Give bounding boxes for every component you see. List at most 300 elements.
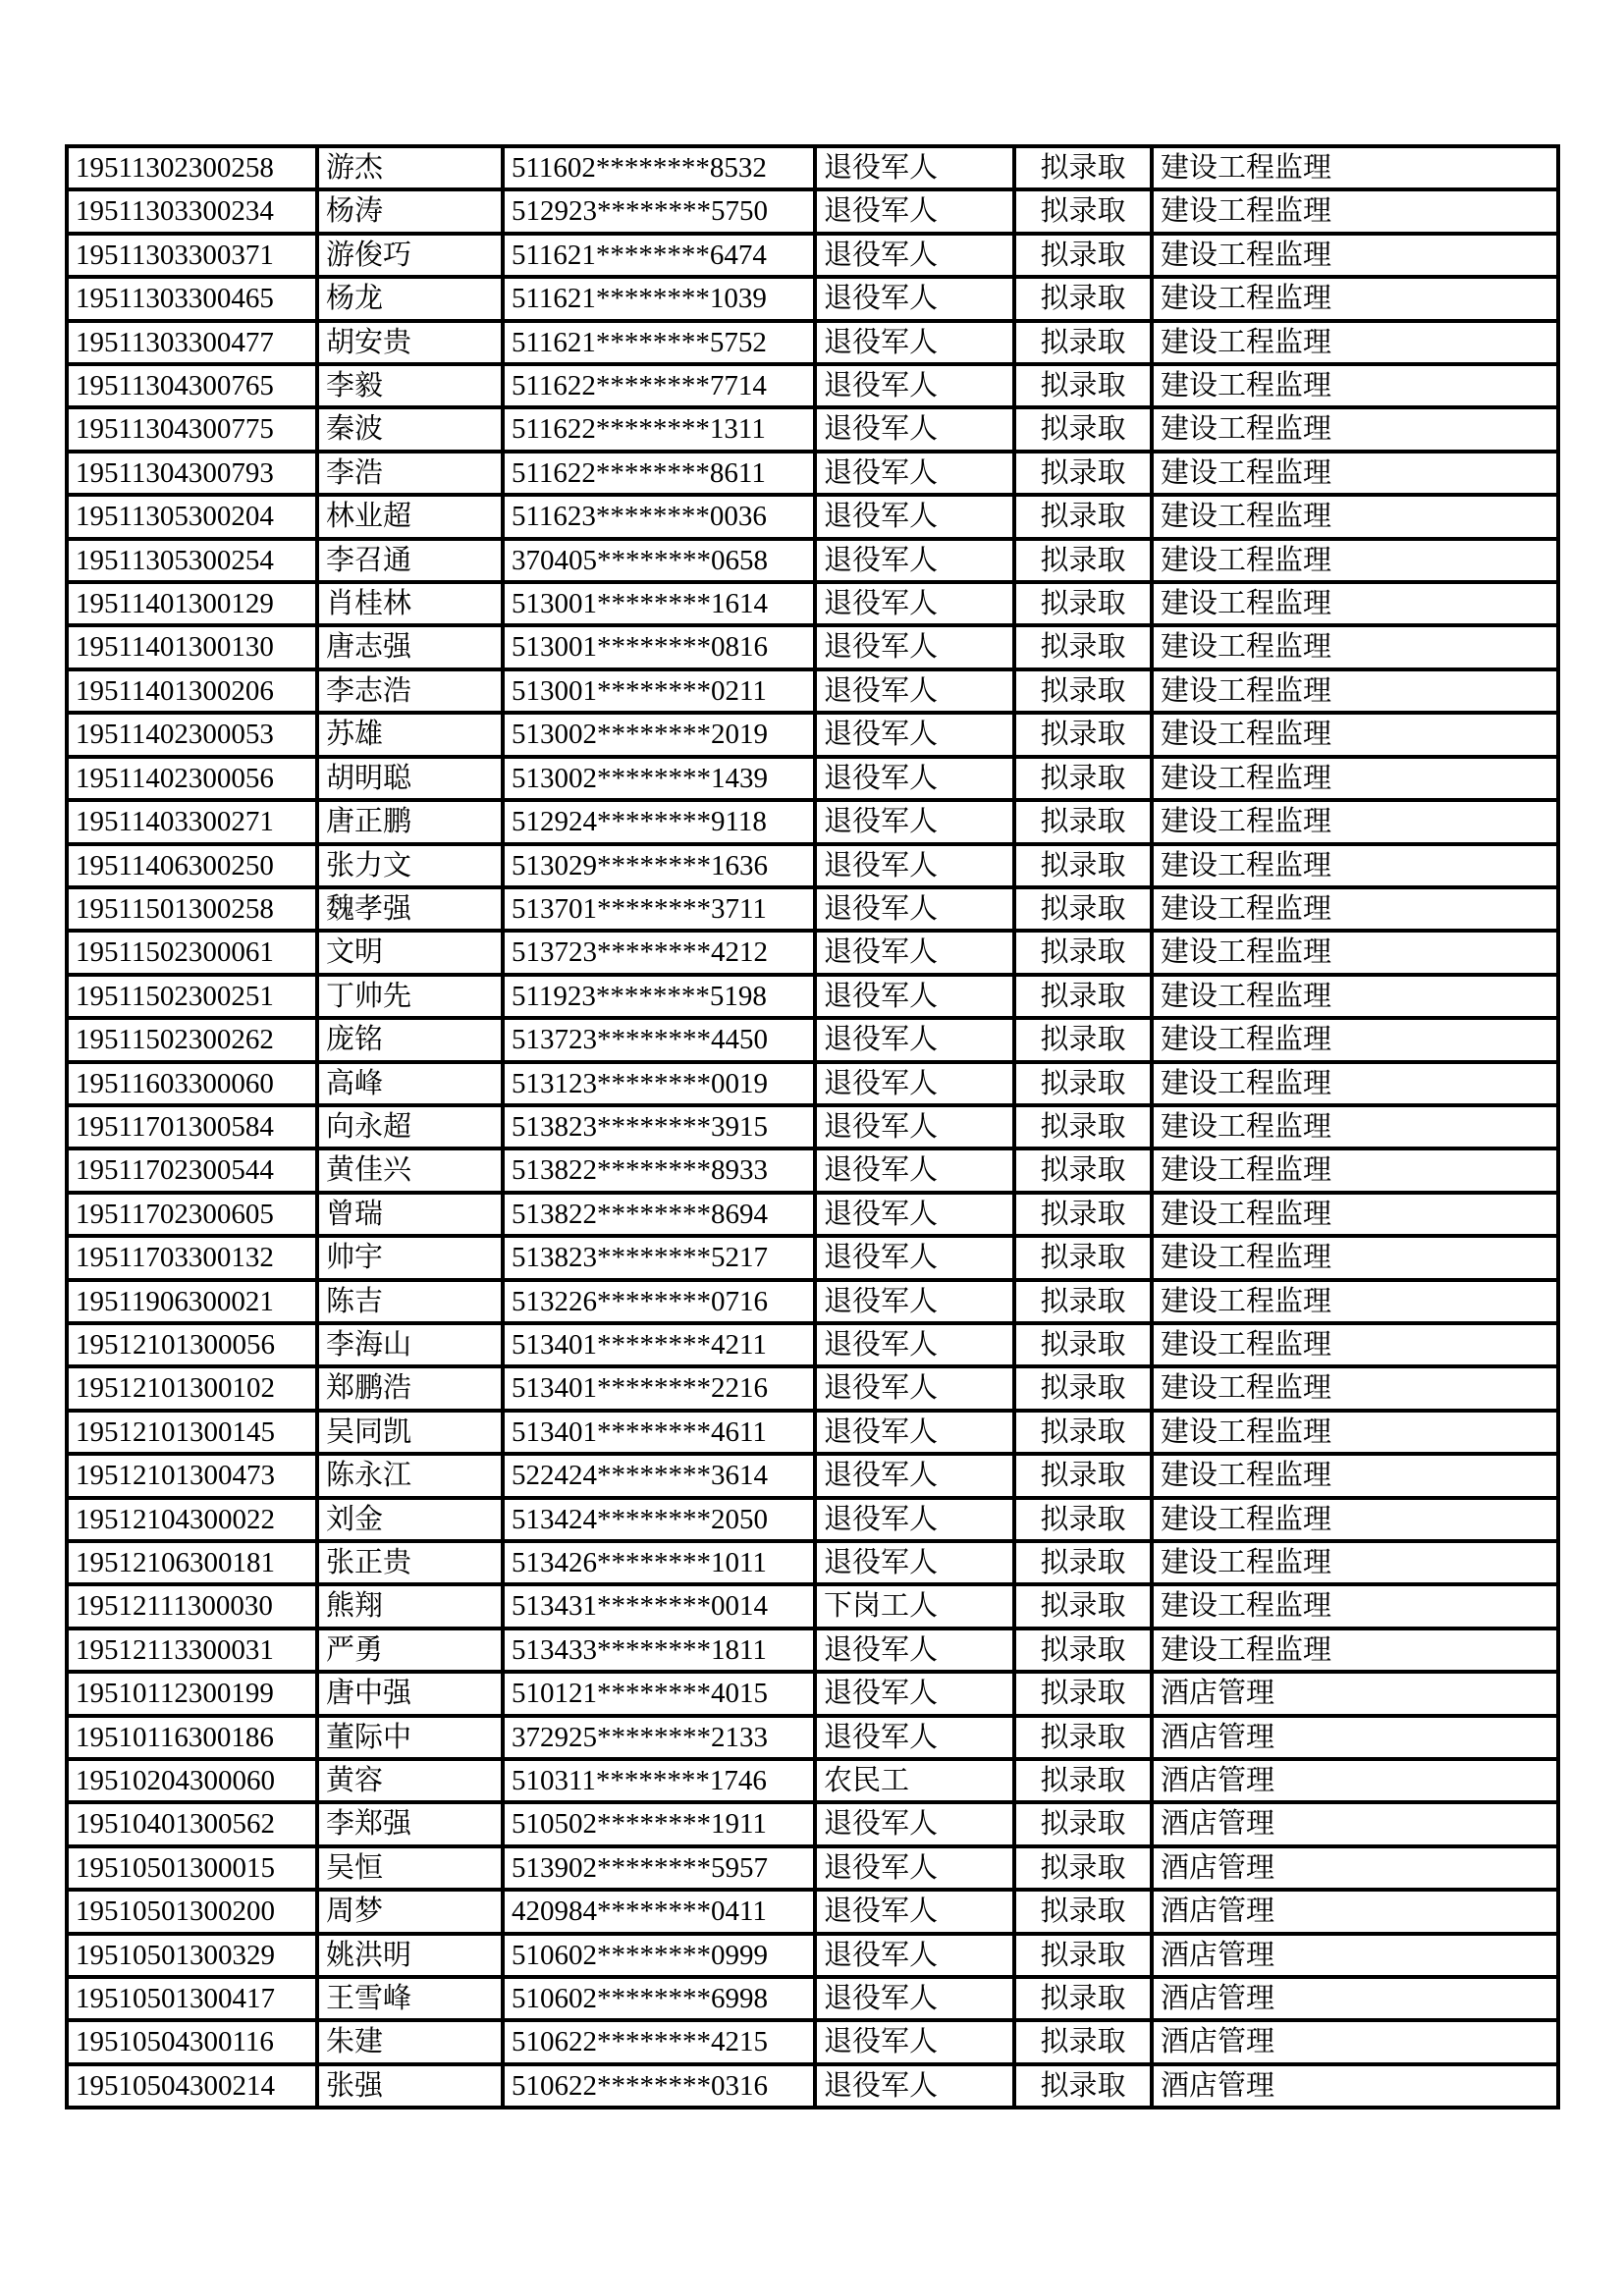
cell-exam-id: 19511906300021 xyxy=(67,1280,317,1323)
cell-major: 建设工程监理 xyxy=(1152,1629,1558,1672)
table-row xyxy=(67,407,1558,451)
cell-category: 退役军人 xyxy=(815,2064,1014,2108)
cell-id-number-masked: 513001********0211 xyxy=(503,669,815,713)
cell-exam-id: 19510204300060 xyxy=(67,1759,317,1802)
cell-category: 退役军人 xyxy=(815,1977,1014,2020)
cell-id-number-masked: 513723********4212 xyxy=(503,931,815,974)
table-row xyxy=(67,887,1558,931)
cell-category: 退役军人 xyxy=(815,321,1014,364)
cell-category: 退役军人 xyxy=(815,1934,1014,1977)
cell-major: 建设工程监理 xyxy=(1152,975,1558,1018)
cell-name: 陈吉 xyxy=(317,1280,503,1323)
cell-status: 拟录取 xyxy=(1014,625,1152,668)
cell-status: 拟录取 xyxy=(1014,452,1152,495)
cell-status: 拟录取 xyxy=(1014,1411,1152,1454)
table-row xyxy=(67,234,1558,277)
cell-id-number-masked: 513401********4211 xyxy=(503,1323,815,1366)
cell-major: 酒店管理 xyxy=(1152,1759,1558,1802)
cell-exam-id: 19510501300200 xyxy=(67,1890,317,1933)
cell-major: 建设工程监理 xyxy=(1152,669,1558,713)
cell-category: 退役军人 xyxy=(815,1672,1014,1715)
table-row xyxy=(67,669,1558,713)
table-row xyxy=(67,1366,1558,1410)
cell-major: 建设工程监理 xyxy=(1152,931,1558,974)
cell-name: 高峰 xyxy=(317,1062,503,1105)
cell-id-number-masked: 512923********5750 xyxy=(503,189,815,233)
cell-category: 退役军人 xyxy=(815,1802,1014,1845)
cell-category: 退役军人 xyxy=(815,407,1014,451)
cell-status: 拟录取 xyxy=(1014,1759,1152,1802)
cell-name: 李召通 xyxy=(317,539,503,582)
cell-status: 拟录取 xyxy=(1014,1105,1152,1148)
cell-id-number-masked: 522424********3614 xyxy=(503,1454,815,1497)
table-row xyxy=(67,625,1558,668)
cell-status: 拟录取 xyxy=(1014,1018,1152,1061)
cell-id-number-masked: 513029********1636 xyxy=(503,844,815,887)
cell-status: 拟录取 xyxy=(1014,1366,1152,1410)
cell-major: 建设工程监理 xyxy=(1152,1454,1558,1497)
cell-exam-id: 19510501300417 xyxy=(67,1977,317,2020)
cell-category: 退役军人 xyxy=(815,625,1014,668)
cell-major: 建设工程监理 xyxy=(1152,146,1558,189)
cell-id-number-masked: 513401********4611 xyxy=(503,1411,815,1454)
table-row xyxy=(67,1629,1558,1672)
cell-id-number-masked: 513002********1439 xyxy=(503,757,815,800)
cell-status: 拟录取 xyxy=(1014,669,1152,713)
cell-major: 建设工程监理 xyxy=(1152,582,1558,625)
cell-exam-id: 19511303300465 xyxy=(67,277,317,320)
cell-category: 退役军人 xyxy=(815,1541,1014,1584)
cell-category: 退役军人 xyxy=(815,757,1014,800)
cell-exam-id: 19511401300206 xyxy=(67,669,317,713)
cell-category: 退役军人 xyxy=(815,1062,1014,1105)
cell-status: 拟录取 xyxy=(1014,582,1152,625)
cell-exam-id: 19511304300793 xyxy=(67,452,317,495)
table-row xyxy=(67,1672,1558,1715)
cell-name: 胡明聪 xyxy=(317,757,503,800)
cell-id-number-masked: 513431********0014 xyxy=(503,1584,815,1628)
cell-id-number-masked: 511621********5752 xyxy=(503,321,815,364)
cell-category: 下岗工人 xyxy=(815,1584,1014,1628)
cell-name: 熊翔 xyxy=(317,1584,503,1628)
cell-exam-id: 19511403300271 xyxy=(67,800,317,843)
table-row xyxy=(67,539,1558,582)
cell-name: 刘金 xyxy=(317,1498,503,1541)
cell-category: 退役军人 xyxy=(815,713,1014,756)
table-row xyxy=(67,1148,1558,1192)
cell-name: 庞铭 xyxy=(317,1018,503,1061)
cell-category: 退役军人 xyxy=(815,669,1014,713)
cell-exam-id: 19511402300056 xyxy=(67,757,317,800)
cell-status: 拟录取 xyxy=(1014,321,1152,364)
cell-major: 建设工程监理 xyxy=(1152,1541,1558,1584)
cell-name: 曾瑞 xyxy=(317,1193,503,1236)
cell-exam-id: 19510504300214 xyxy=(67,2064,317,2108)
cell-category: 退役军人 xyxy=(815,1498,1014,1541)
cell-name: 黄容 xyxy=(317,1759,503,1802)
cell-id-number-masked: 510602********6998 xyxy=(503,1977,815,2020)
cell-major: 酒店管理 xyxy=(1152,2020,1558,2063)
cell-category: 退役军人 xyxy=(815,234,1014,277)
cell-major: 酒店管理 xyxy=(1152,1846,1558,1890)
cell-name: 林业超 xyxy=(317,495,503,538)
cell-id-number-masked: 511622********7714 xyxy=(503,364,815,407)
cell-id-number-masked: 513822********8933 xyxy=(503,1148,815,1192)
table-row xyxy=(67,1454,1558,1497)
cell-exam-id: 19511502300251 xyxy=(67,975,317,1018)
cell-name: 秦波 xyxy=(317,407,503,451)
cell-id-number-masked: 513001********1614 xyxy=(503,582,815,625)
table-row xyxy=(67,452,1558,495)
cell-category: 退役军人 xyxy=(815,539,1014,582)
cell-name: 张强 xyxy=(317,2064,503,2108)
cell-category: 退役军人 xyxy=(815,2020,1014,2063)
table-row xyxy=(67,495,1558,538)
cell-category: 退役军人 xyxy=(815,1454,1014,1497)
cell-status: 拟录取 xyxy=(1014,1454,1152,1497)
cell-id-number-masked: 513001********0816 xyxy=(503,625,815,668)
cell-category: 退役军人 xyxy=(815,1716,1014,1759)
cell-id-number-masked: 510121********4015 xyxy=(503,1672,815,1715)
cell-id-number-masked: 513426********1011 xyxy=(503,1541,815,1584)
cell-major: 建设工程监理 xyxy=(1152,757,1558,800)
cell-exam-id: 19511501300258 xyxy=(67,887,317,931)
cell-id-number-masked: 370405********0658 xyxy=(503,539,815,582)
cell-name: 张正贵 xyxy=(317,1541,503,1584)
cell-category: 退役军人 xyxy=(815,1236,1014,1279)
cell-id-number-masked: 510311********1746 xyxy=(503,1759,815,1802)
cell-name: 苏雄 xyxy=(317,713,503,756)
cell-status: 拟录取 xyxy=(1014,495,1152,538)
cell-status: 拟录取 xyxy=(1014,1148,1152,1192)
cell-major: 建设工程监理 xyxy=(1152,1366,1558,1410)
table-row xyxy=(67,1716,1558,1759)
cell-id-number-masked: 510602********0999 xyxy=(503,1934,815,1977)
cell-major: 酒店管理 xyxy=(1152,1934,1558,1977)
table-row xyxy=(67,1236,1558,1279)
cell-status: 拟录取 xyxy=(1014,2064,1152,2108)
table-row xyxy=(67,1280,1558,1323)
cell-name: 帅宇 xyxy=(317,1236,503,1279)
table-row xyxy=(67,277,1558,320)
cell-category: 退役军人 xyxy=(815,146,1014,189)
cell-major: 建设工程监理 xyxy=(1152,364,1558,407)
cell-name: 魏孝强 xyxy=(317,887,503,931)
cell-exam-id: 19510116300186 xyxy=(67,1716,317,1759)
cell-major: 建设工程监理 xyxy=(1152,1236,1558,1279)
cell-exam-id: 19511402300053 xyxy=(67,713,317,756)
table-row xyxy=(67,1105,1558,1148)
table-row xyxy=(67,844,1558,887)
table-row xyxy=(67,757,1558,800)
table-row xyxy=(67,1193,1558,1236)
cell-major: 建设工程监理 xyxy=(1152,189,1558,233)
cell-major: 酒店管理 xyxy=(1152,2064,1558,2108)
table-row xyxy=(67,1323,1558,1366)
cell-name: 丁帅先 xyxy=(317,975,503,1018)
cell-id-number-masked: 513226********0716 xyxy=(503,1280,815,1323)
cell-exam-id: 19512106300181 xyxy=(67,1541,317,1584)
cell-category: 退役军人 xyxy=(815,452,1014,495)
cell-status: 拟录取 xyxy=(1014,1280,1152,1323)
cell-id-number-masked: 513902********5957 xyxy=(503,1846,815,1890)
table-row xyxy=(67,1934,1558,1977)
cell-category: 退役军人 xyxy=(815,1411,1014,1454)
admission-table-body xyxy=(67,146,1558,2108)
cell-status: 拟录取 xyxy=(1014,1846,1152,1890)
cell-status: 拟录取 xyxy=(1014,364,1152,407)
cell-name: 朱建 xyxy=(317,2020,503,2063)
cell-major: 酒店管理 xyxy=(1152,1890,1558,1933)
cell-status: 拟录取 xyxy=(1014,1890,1152,1933)
cell-name: 李浩 xyxy=(317,452,503,495)
cell-id-number-masked: 372925********2133 xyxy=(503,1716,815,1759)
cell-name: 肖桂林 xyxy=(317,582,503,625)
cell-major: 酒店管理 xyxy=(1152,1802,1558,1845)
cell-name: 杨龙 xyxy=(317,277,503,320)
cell-exam-id: 19512104300022 xyxy=(67,1498,317,1541)
cell-name: 文明 xyxy=(317,931,503,974)
cell-exam-id: 19511305300254 xyxy=(67,539,317,582)
cell-category: 退役军人 xyxy=(815,1323,1014,1366)
cell-major: 建设工程监理 xyxy=(1152,495,1558,538)
table-row xyxy=(67,1018,1558,1061)
cell-major: 建设工程监理 xyxy=(1152,844,1558,887)
cell-name: 向永超 xyxy=(317,1105,503,1148)
cell-exam-id: 19511303300477 xyxy=(67,321,317,364)
cell-status: 拟录取 xyxy=(1014,844,1152,887)
cell-exam-id: 19511303300234 xyxy=(67,189,317,233)
cell-name: 游俊巧 xyxy=(317,234,503,277)
cell-id-number-masked: 510622********0316 xyxy=(503,2064,815,2108)
cell-major: 建设工程监理 xyxy=(1152,1323,1558,1366)
cell-major: 酒店管理 xyxy=(1152,1977,1558,2020)
cell-id-number-masked: 513823********5217 xyxy=(503,1236,815,1279)
cell-id-number-masked: 511621********6474 xyxy=(503,234,815,277)
cell-major: 建设工程监理 xyxy=(1152,407,1558,451)
cell-name: 李志浩 xyxy=(317,669,503,713)
cell-name: 陈永江 xyxy=(317,1454,503,1497)
cell-exam-id: 19511401300129 xyxy=(67,582,317,625)
cell-status: 拟录取 xyxy=(1014,1716,1152,1759)
cell-name: 唐正鹏 xyxy=(317,800,503,843)
cell-major: 建设工程监理 xyxy=(1152,1018,1558,1061)
cell-major: 建设工程监理 xyxy=(1152,321,1558,364)
cell-status: 拟录取 xyxy=(1014,1541,1152,1584)
cell-name: 李毅 xyxy=(317,364,503,407)
cell-status: 拟录取 xyxy=(1014,757,1152,800)
table-row xyxy=(67,2020,1558,2063)
cell-category: 退役军人 xyxy=(815,495,1014,538)
cell-status: 拟录取 xyxy=(1014,800,1152,843)
cell-category: 退役军人 xyxy=(815,887,1014,931)
cell-category: 退役军人 xyxy=(815,189,1014,233)
table-row xyxy=(67,1890,1558,1933)
cell-name: 严勇 xyxy=(317,1629,503,1672)
table-row xyxy=(67,146,1558,189)
table-row xyxy=(67,713,1558,756)
cell-name: 唐志强 xyxy=(317,625,503,668)
cell-exam-id: 19510504300116 xyxy=(67,2020,317,2063)
cell-category: 退役军人 xyxy=(815,975,1014,1018)
table-row xyxy=(67,931,1558,974)
cell-exam-id: 19512101300056 xyxy=(67,1323,317,1366)
cell-id-number-masked: 513424********2050 xyxy=(503,1498,815,1541)
cell-status: 拟录取 xyxy=(1014,407,1152,451)
cell-status: 拟录取 xyxy=(1014,1323,1152,1366)
cell-status: 拟录取 xyxy=(1014,1193,1152,1236)
table-row xyxy=(67,1977,1558,2020)
cell-name: 郑鹏浩 xyxy=(317,1366,503,1410)
cell-category: 退役军人 xyxy=(815,1105,1014,1148)
cell-id-number-masked: 513822********8694 xyxy=(503,1193,815,1236)
cell-major: 建设工程监理 xyxy=(1152,1280,1558,1323)
cell-major: 建设工程监理 xyxy=(1152,1062,1558,1105)
cell-category: 退役军人 xyxy=(815,1193,1014,1236)
cell-category: 退役军人 xyxy=(815,364,1014,407)
cell-name: 唐中强 xyxy=(317,1672,503,1715)
table-row xyxy=(67,2064,1558,2108)
cell-id-number-masked: 513701********3711 xyxy=(503,887,815,931)
cell-exam-id: 19511703300132 xyxy=(67,1236,317,1279)
table-row xyxy=(67,582,1558,625)
cell-id-number-masked: 512924********9118 xyxy=(503,800,815,843)
table-row xyxy=(67,1802,1558,1845)
cell-major: 建设工程监理 xyxy=(1152,713,1558,756)
cell-exam-id: 19511302300258 xyxy=(67,146,317,189)
cell-name: 李海山 xyxy=(317,1323,503,1366)
cell-exam-id: 19512101300102 xyxy=(67,1366,317,1410)
cell-major: 建设工程监理 xyxy=(1152,887,1558,931)
cell-status: 拟录取 xyxy=(1014,713,1152,756)
cell-name: 胡安贵 xyxy=(317,321,503,364)
cell-exam-id: 19511401300130 xyxy=(67,625,317,668)
cell-status: 拟录取 xyxy=(1014,539,1152,582)
table-row xyxy=(67,1498,1558,1541)
cell-exam-id: 19510112300199 xyxy=(67,1672,317,1715)
cell-name: 张力文 xyxy=(317,844,503,887)
cell-id-number-masked: 513433********1811 xyxy=(503,1629,815,1672)
cell-name: 姚洪明 xyxy=(317,1934,503,1977)
cell-status: 拟录取 xyxy=(1014,1236,1152,1279)
cell-status: 拟录取 xyxy=(1014,1977,1152,2020)
cell-category: 退役军人 xyxy=(815,1629,1014,1672)
cell-category: 退役军人 xyxy=(815,1890,1014,1933)
table-row xyxy=(67,1846,1558,1890)
cell-exam-id: 19511304300765 xyxy=(67,364,317,407)
cell-id-number-masked: 420984********0411 xyxy=(503,1890,815,1933)
cell-category: 退役军人 xyxy=(815,1148,1014,1192)
cell-status: 拟录取 xyxy=(1014,1934,1152,1977)
cell-category: 退役军人 xyxy=(815,1280,1014,1323)
cell-major: 建设工程监理 xyxy=(1152,1498,1558,1541)
cell-id-number-masked: 510622********4215 xyxy=(503,2020,815,2063)
cell-exam-id: 19511303300371 xyxy=(67,234,317,277)
cell-id-number-masked: 511622********8611 xyxy=(503,452,815,495)
cell-status: 拟录取 xyxy=(1014,1802,1152,1845)
cell-status: 拟录取 xyxy=(1014,1629,1152,1672)
cell-status: 拟录取 xyxy=(1014,1672,1152,1715)
table-row xyxy=(67,189,1558,233)
cell-major: 建设工程监理 xyxy=(1152,539,1558,582)
cell-status: 拟录取 xyxy=(1014,975,1152,1018)
cell-category: 退役军人 xyxy=(815,1018,1014,1061)
cell-category: 退役军人 xyxy=(815,1366,1014,1410)
cell-status: 拟录取 xyxy=(1014,887,1152,931)
cell-major: 酒店管理 xyxy=(1152,1672,1558,1715)
cell-category: 退役军人 xyxy=(815,931,1014,974)
cell-exam-id: 19510401300562 xyxy=(67,1802,317,1845)
cell-major: 建设工程监理 xyxy=(1152,800,1558,843)
cell-major: 建设工程监理 xyxy=(1152,1105,1558,1148)
cell-exam-id: 19511305300204 xyxy=(67,495,317,538)
table-row xyxy=(67,1584,1558,1628)
table-row xyxy=(67,1411,1558,1454)
cell-id-number-masked: 511621********1039 xyxy=(503,277,815,320)
cell-status: 拟录取 xyxy=(1014,146,1152,189)
cell-major: 建设工程监理 xyxy=(1152,234,1558,277)
cell-id-number-masked: 511623********0036 xyxy=(503,495,815,538)
cell-major: 建设工程监理 xyxy=(1152,277,1558,320)
cell-exam-id: 19512113300031 xyxy=(67,1629,317,1672)
cell-major: 建设工程监理 xyxy=(1152,625,1558,668)
cell-exam-id: 19512101300473 xyxy=(67,1454,317,1497)
cell-exam-id: 19511701300584 xyxy=(67,1105,317,1148)
cell-id-number-masked: 513823********3915 xyxy=(503,1105,815,1148)
cell-exam-id: 19511702300544 xyxy=(67,1148,317,1192)
cell-category: 退役军人 xyxy=(815,582,1014,625)
cell-name: 董际中 xyxy=(317,1716,503,1759)
cell-name: 吴同凯 xyxy=(317,1411,503,1454)
admission-table xyxy=(65,144,1560,2109)
table-row xyxy=(67,800,1558,843)
cell-id-number-masked: 513401********2216 xyxy=(503,1366,815,1410)
cell-exam-id: 19511304300775 xyxy=(67,407,317,451)
cell-id-number-masked: 511602********8532 xyxy=(503,146,815,189)
cell-id-number-masked: 513123********0019 xyxy=(503,1062,815,1105)
cell-exam-id: 19511502300061 xyxy=(67,931,317,974)
cell-status: 拟录取 xyxy=(1014,1584,1152,1628)
cell-name: 李郑强 xyxy=(317,1802,503,1845)
cell-category: 农民工 xyxy=(815,1759,1014,1802)
table-row xyxy=(67,1062,1558,1105)
cell-major: 建设工程监理 xyxy=(1152,1584,1558,1628)
cell-status: 拟录取 xyxy=(1014,189,1152,233)
cell-id-number-masked: 513723********4450 xyxy=(503,1018,815,1061)
cell-major: 建设工程监理 xyxy=(1152,1148,1558,1192)
cell-category: 退役军人 xyxy=(815,800,1014,843)
cell-exam-id: 19512111300030 xyxy=(67,1584,317,1628)
cell-id-number-masked: 511923********5198 xyxy=(503,975,815,1018)
cell-major: 酒店管理 xyxy=(1152,1716,1558,1759)
cell-exam-id: 19511702300605 xyxy=(67,1193,317,1236)
cell-exam-id: 19510501300015 xyxy=(67,1846,317,1890)
cell-category: 退役军人 xyxy=(815,1846,1014,1890)
cell-exam-id: 19511406300250 xyxy=(67,844,317,887)
cell-name: 黄佳兴 xyxy=(317,1148,503,1192)
cell-name: 周梦 xyxy=(317,1890,503,1933)
cell-category: 退役军人 xyxy=(815,844,1014,887)
cell-name: 王雪峰 xyxy=(317,1977,503,2020)
cell-name: 游杰 xyxy=(317,146,503,189)
cell-status: 拟录取 xyxy=(1014,234,1152,277)
cell-exam-id: 19511603300060 xyxy=(67,1062,317,1105)
cell-id-number-masked: 513002********2019 xyxy=(503,713,815,756)
cell-exam-id: 19511502300262 xyxy=(67,1018,317,1061)
cell-category: 退役军人 xyxy=(815,277,1014,320)
cell-exam-id: 19510501300329 xyxy=(67,1934,317,1977)
table-row xyxy=(67,1759,1558,1802)
